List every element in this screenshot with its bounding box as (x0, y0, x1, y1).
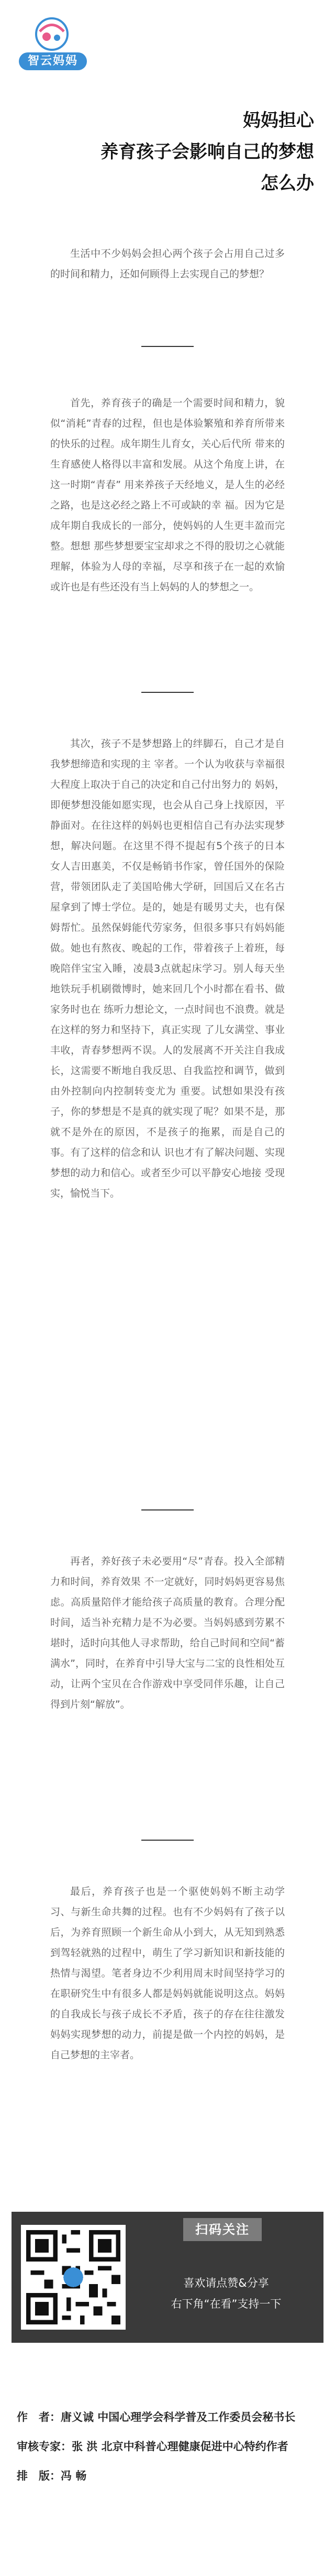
title-line-1: 妈妈担心 (243, 110, 314, 131)
section-divider (141, 1509, 194, 1510)
paragraph-text: 最后，养育孩子也是一个驱使妈妈不断主动学习、与新生命共舞的过程。也有不少妈妈有了孩子以后，为养育照顾一个新生命从小到大，从无知到熟悉到驾轻就熟的过程中，萌生了学习新知识和新技能的热情与渴望。笔者身边不少利用周末时间坚持学习的在职研究生中有很多人都是妈妈就能说明这点。妈妈的自我成长与孩子成长不矛盾，孩子的存在往往激发妈妈实现梦想的动力，前提是做一个内控的妈妈，是自己梦想的主宰者。 (50, 1886, 285, 2061)
paragraph-first (50, 393, 285, 597)
credit-reviewer: 审核专家：张 洪 北京中科普心理健康促进中心特约作者 (17, 2440, 288, 2453)
brand-logo (19, 16, 87, 73)
section-divider (141, 346, 194, 347)
scan-follow-badge: 扫码关注 (183, 2218, 262, 2241)
qr-code[interactable] (21, 2225, 126, 2330)
follow-hint-line-2: 右下角“在看”支持一下 (171, 2298, 282, 2310)
brand-name: 智云妈妈 (19, 52, 87, 70)
article-title (21, 105, 314, 199)
paragraph-text: 首先，养育孩子的确是一个需要时间和精力，貌似“消耗”青春的过程，但也是体验繁殖和养育所带来的快乐的过程。成年期生儿育女，关心后代所 带来的生育感使人格得以丰富和发展。从这个角度上讲，在这一时期“青春” 用来养孩子天经地义，是人生的必经之路，也是这必经之路上不可或缺的幸 福。因为它是成年期自我成长的一部分，使妈妈的人生更丰盈而完整。想想 那些梦想要宝宝却求之不得的股切之心就能理解，体验为人母的幸福，尽享和孩子在一起的欢愉或许也是有些还没有当上妈妈的人的梦想之一。 (50, 397, 285, 593)
title-line-3: 怎么办 (261, 173, 314, 194)
paragraph-text: 其次，孩子不是梦想路上的绊脚石，自己才是自我梦想缔造和实现的主 宰者。一个认为收获与幸福很大程度上取决于自己的决定和自己付出努力的 妈妈，即便梦想没能如愿实现，也会从自己身上找原因，平静面对。在往这样的妈妈也更相信自己有办法实现梦想，解决问题。在这里不得不提起有5个孩子的日本女人吉田惠美，不仅是畅销书作家，曾任国外的保险营，带领团队走了美国哈佛大学研，回国后又在名古屋拿到了博士学位。是的，她是有暖男丈夫，也有保姆帮忙。虽然保姆能代劳家务，但很多事只有妈妈能做。她也有熬夜、晚起的工作，带着孩子上着班，每晚陪伴宝宝入睡，凌晨3点就起床学习。别人每天坐地铁玩手机刷微博时，她来回几个小时都在看书、做家务时也在 练听力想论文，一点时间也不浪费。就是在这样的努力和坚持下，真正实现 了儿女满堂、事业丰收，青春梦想两不误。人的发展离不开关注自我成长，这需要不断地自我反思、自我监控和调节，做到由外控制向内控制转变尤为 重要。试想如果没有孩子，你的梦想是不是真的就实现了呢？如果不是，那 就不是外在的原因，不是孩子的拖累，而是自己的事。有了这样的信念和认 识也才有了解决问题、实现梦想的动力和信心。或者至少可以平静安心地接 受现实，愉悦当下。 (50, 738, 285, 1199)
paragraph-fourth (50, 1882, 285, 2066)
section-divider (141, 1840, 194, 1841)
article-credits (17, 2406, 320, 2487)
credit-author: 作 者：唐义诚 中国心理学会科学普及工作委员会秘书长 (17, 2411, 296, 2423)
title-line-2: 养育孩子会影响自己的梦想 (100, 142, 314, 162)
mother-child-logo-icon (34, 16, 70, 52)
paragraph-text: 再者，养好孩子未必要用“尽”青春。投入全部精力和时间，养育效果 不一定就好，同时妈妈更容易焦虑。高质量陪伴才能给孩子高质量的教育。合理分配时间，适当补充精力是不为必要。当妈妈感到劳累不堪时，适时向其他人寻求帮助，给自己时间和空间“蓄满水”，同时，在养育中引导大宝与二宝的良性相处互动，让两个宝贝在合作游戏中享受同伴乐趣，让自己得到片刻“解放”。 (50, 1556, 285, 1710)
paragraph-third (50, 1551, 285, 1715)
paragraph-text: 生活中不少妈妈会担心两个孩子会占用自己过多的时间和精力，还如何顾得上去实现自己的梦想？ (50, 248, 285, 280)
paragraph-intro (50, 244, 285, 285)
follow-hint-line-1: 喜欢请点赞&分享 (183, 2277, 269, 2289)
qr-code-icon (26, 2230, 120, 2324)
qr-follow-panel (12, 2212, 323, 2343)
credit-editor: 排 版：冯 畅 (17, 2470, 87, 2482)
section-divider (141, 692, 194, 693)
paragraph-second (50, 734, 285, 1204)
